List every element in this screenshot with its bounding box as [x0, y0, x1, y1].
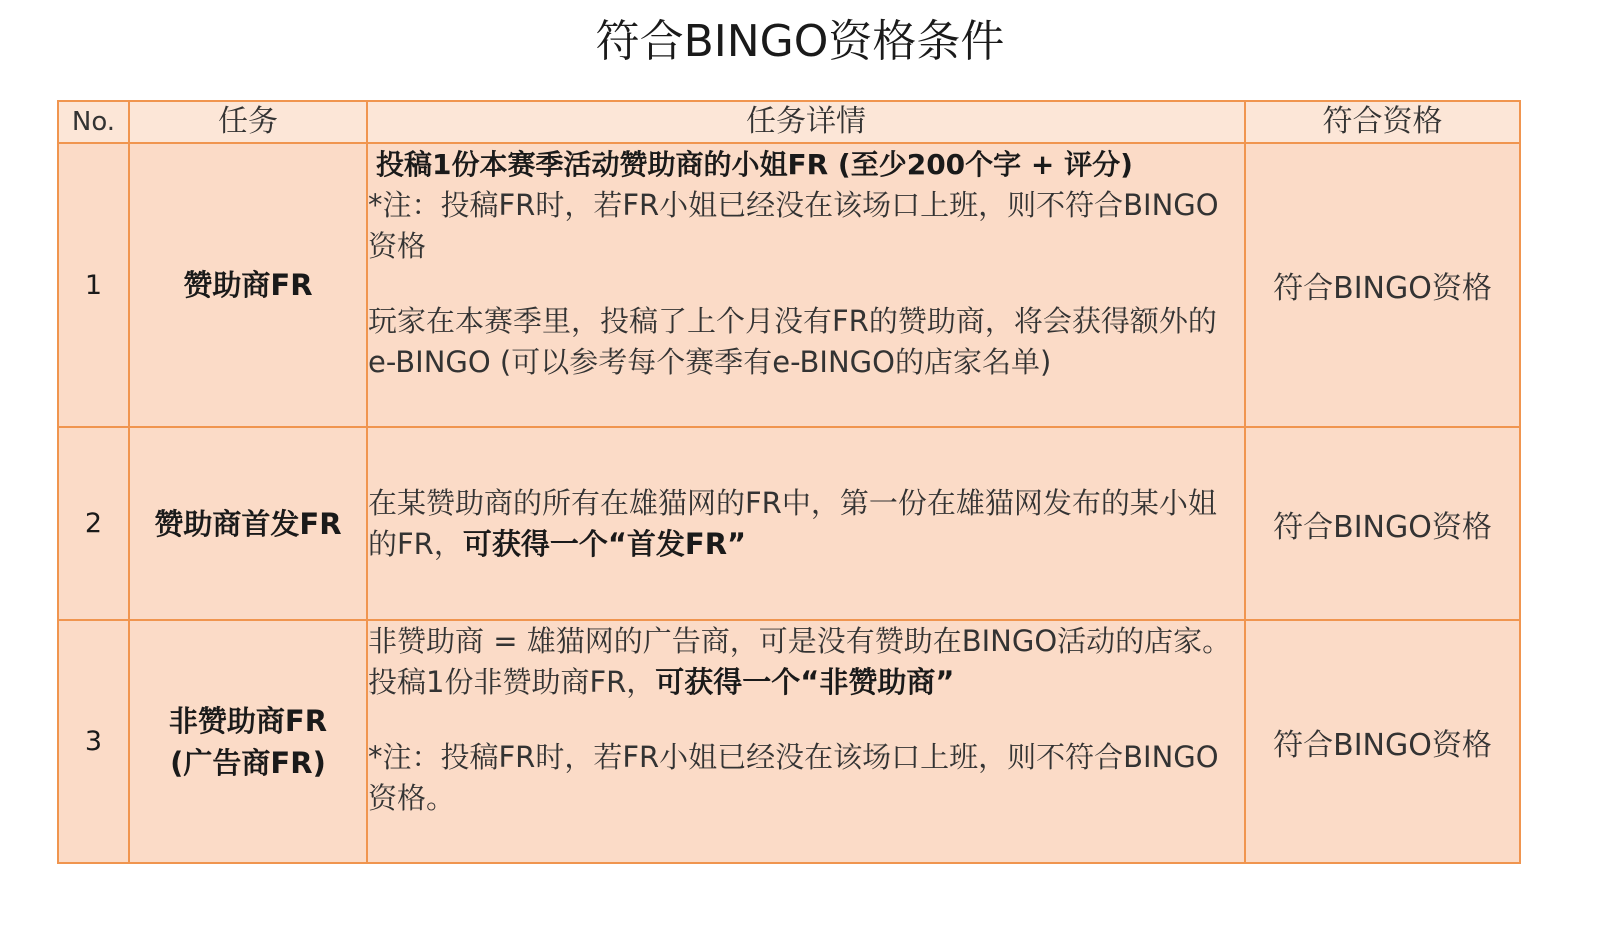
eligibility-table [57, 100, 1521, 864]
table-row [58, 427, 1520, 620]
header-detail: 任务详情 [367, 101, 1245, 143]
task-name-subline: (广告商FR) [170, 745, 326, 780]
eligibility-status: 符合BINGO资格 [1245, 427, 1520, 620]
eligibility-status: 符合BINGO资格 [1245, 620, 1520, 863]
task-name-line: 非赞助商FR [168, 703, 328, 738]
page-title: 符合BINGO资格条件 [595, 16, 1005, 67]
header-task: 任务 [129, 101, 367, 143]
task-name: 赞助商FR [129, 143, 367, 427]
task-name [129, 620, 367, 863]
task-detail [367, 620, 1245, 863]
detail-text: 在某赞助商的所有在雄猫网的FR中，第一份在雄猫网发布的某小姐的FR， [368, 485, 1217, 561]
table-header-row [58, 101, 1520, 143]
task-detail [367, 427, 1245, 620]
task-detail [367, 143, 1245, 427]
detail-bold: 可获得一个“首发FR” [462, 526, 747, 561]
detail-note: *注：投稿FR时，若FR小姐已经没在该场口上班，则不符合BINGO资格 [368, 188, 1219, 263]
row-number: 1 [58, 143, 129, 427]
detail-note: *注：投稿FR时，若FR小姐已经没在该场口上班，则不符合BINGO资格。 [368, 740, 1219, 815]
row-number: 2 [58, 427, 129, 620]
detail-headline: 投稿1份本赛季活动赞助商的小姐FR (至少200个字 + 评分) [376, 148, 1133, 181]
row-number: 3 [58, 620, 129, 863]
detail-extra: 玩家在本赛季里，投稿了上个月没有FR的赞助商，将会获得额外的e-BINGO (可以参考每个赛季有e-BINGO的店家名单) [368, 304, 1217, 379]
header-eligibility: 符合资格 [1245, 101, 1520, 143]
table-row [58, 620, 1520, 863]
task-name: 赞助商首发FR [129, 427, 367, 620]
table-row [58, 143, 1520, 427]
eligibility-status: 符合BINGO资格 [1245, 143, 1520, 427]
detail-text: 非赞助商 = 雄猫网的广告商，可是没有赞助在BINGO活动的店家。投稿1份非赞助商FR， [368, 624, 1232, 699]
header-no: No. [58, 101, 129, 143]
detail-bold: 可获得一个“非赞助商” [655, 665, 955, 699]
